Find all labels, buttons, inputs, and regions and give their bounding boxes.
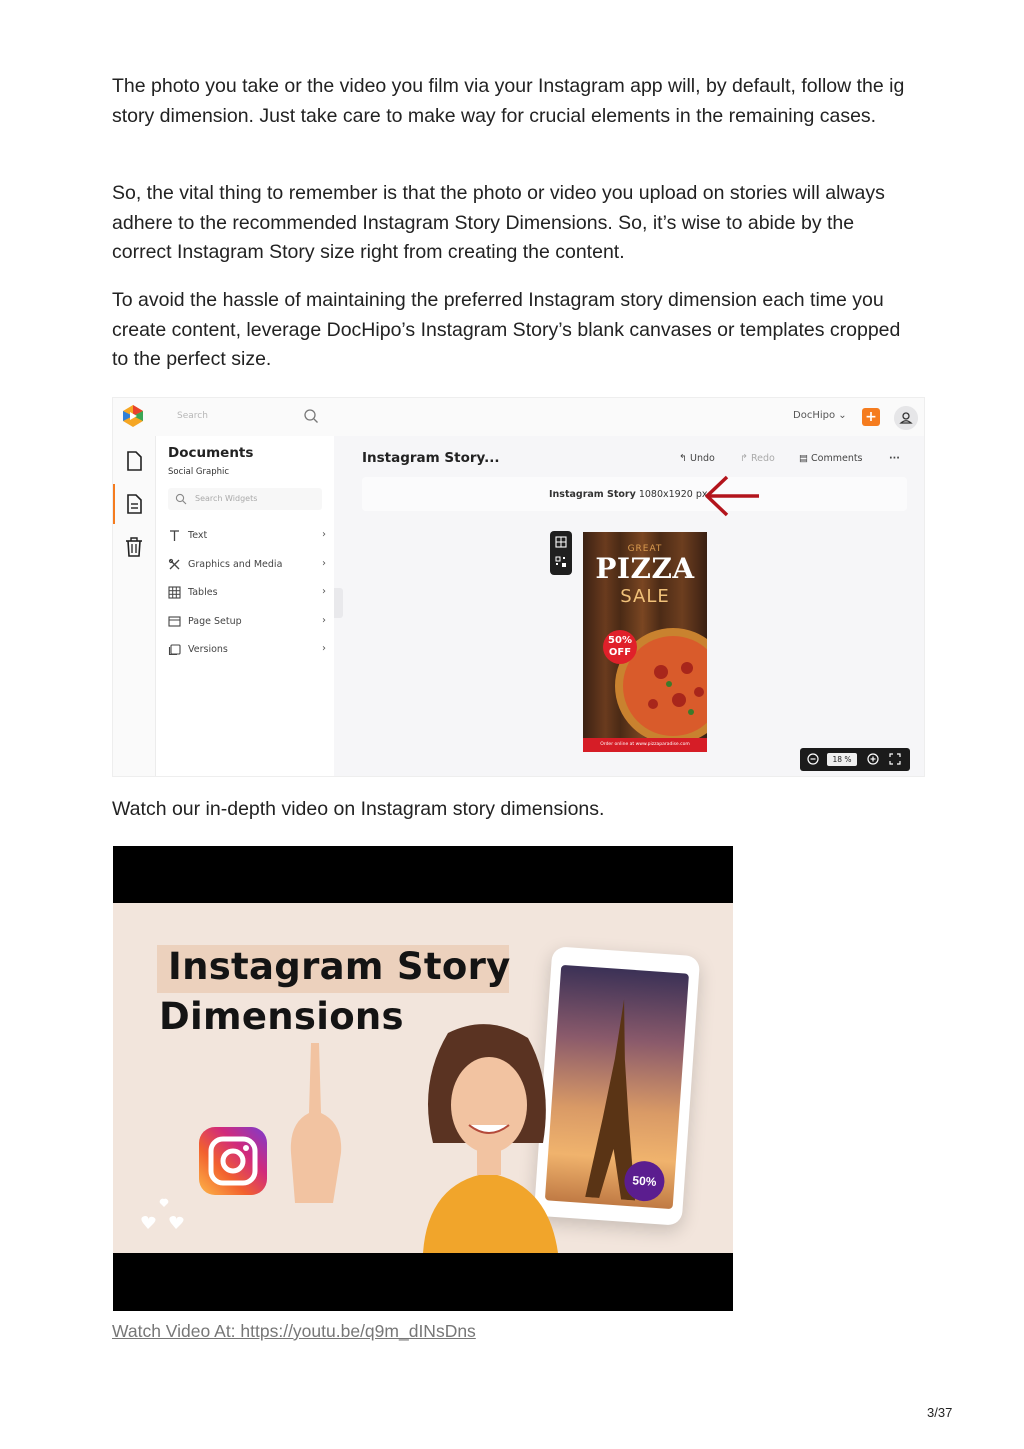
widget-search-input[interactable]: [168, 488, 322, 510]
poster-subheadline: SALE: [620, 586, 670, 607]
widgets-panel: [156, 436, 334, 776]
poster-headline: PIZZA: [595, 552, 695, 585]
undo-label: Undo: [690, 453, 715, 464]
menu-item-label: Text: [188, 530, 208, 541]
phone-discount-badge: 50%: [623, 1160, 666, 1203]
paragraph-default-dimension: The photo you take or the video you film via your Instagram app will, by default, follow the ig story dimension. Just take care to make way for crucial elements in the remaining cases.: [112, 75, 905, 127]
chevron-down-icon: ⌄: [838, 410, 847, 421]
menu-item-tables[interactable]: [168, 584, 326, 602]
menu-item-versions[interactable]: [168, 641, 326, 659]
panel-title: Documents: [168, 445, 254, 461]
zoom-control: [800, 748, 910, 771]
search-icon[interactable]: [303, 408, 319, 424]
video-thumbnail[interactable]: [113, 846, 733, 1311]
table-icon: [168, 586, 181, 599]
page-number: 3/37: [927, 1405, 953, 1420]
pointing-hand-image: [283, 1043, 353, 1203]
discount-badge-off: OFF: [608, 647, 632, 658]
widget-search-placeholder: Search Widgets: [195, 494, 258, 503]
account-menu[interactable]: [793, 410, 847, 421]
menu-item-label: Page Setup: [188, 616, 242, 627]
versions-icon: [168, 643, 181, 656]
chevron-right-icon: ›: [322, 529, 326, 540]
user-avatar-icon[interactable]: [894, 406, 918, 430]
fullscreen-icon[interactable]: [888, 752, 902, 766]
redo-icon: ↱: [740, 453, 748, 464]
zoom-in-icon[interactable]: [866, 752, 880, 766]
app-search-input[interactable]: Search: [177, 411, 208, 421]
undo-button[interactable]: [679, 453, 715, 464]
rail-active-indicator: [113, 484, 115, 524]
video-title-line1: Instagram Story: [168, 945, 511, 988]
document-icon[interactable]: [123, 450, 145, 472]
comment-icon: ▤: [799, 453, 808, 464]
trash-icon[interactable]: [123, 536, 145, 558]
document-title[interactable]: Instagram Story...: [362, 450, 500, 466]
graphics-icon: [168, 558, 181, 571]
chevron-right-icon: ›: [322, 643, 326, 654]
discount-badge: [603, 630, 637, 664]
paragraph-dochipo-templates: To avoid the hassle of maintaining the preferred Instagram story dimension each time you create content, leverage DocHipo’s Instagram Story’s blank canvases or templates cropped to the perfect size.: [112, 289, 901, 370]
menu-item-label: Graphics and Media: [188, 559, 283, 570]
chevron-right-icon: ›: [322, 586, 326, 597]
floating-toolbar: [550, 531, 572, 575]
chevron-right-icon: ›: [322, 558, 326, 569]
canvas-size-label: [549, 489, 707, 500]
more-options-button[interactable]: ···: [889, 453, 900, 464]
menu-item-text[interactable]: [168, 527, 326, 545]
video-link[interactable]: Watch Video At: https://youtu.be/q9m_dINsDns: [112, 1321, 476, 1341]
grid-icon[interactable]: [555, 536, 567, 548]
dochipo-logo-icon: [121, 404, 145, 428]
undo-icon: ↰: [679, 453, 687, 464]
video-frame: [113, 903, 733, 1253]
woman-pointing-image: [403, 1023, 573, 1253]
redo-button[interactable]: [740, 453, 775, 464]
instagram-logo-icon: [199, 1127, 267, 1195]
poster-footer: Order online at www.pizzaparadise.com: [583, 738, 707, 752]
panel-subtitle: Social Graphic: [168, 467, 230, 477]
account-label: DocHipo: [793, 410, 836, 421]
dochipo-editor-screenshot: [112, 397, 925, 777]
search-icon: [175, 493, 187, 505]
left-rail: [113, 436, 156, 776]
text-icon: [168, 529, 181, 542]
pizza-sale-poster[interactable]: [583, 532, 707, 752]
poster-kicker: GREAT: [627, 544, 663, 554]
document-lines-icon[interactable]: [123, 493, 145, 515]
menu-item-page-setup[interactable]: [168, 613, 326, 631]
zoom-level[interactable]: 18 %: [827, 753, 857, 766]
video-title-line2: Dimensions: [159, 995, 404, 1038]
comments-label: Comments: [811, 453, 863, 464]
paragraph-upload-adherence: So, the vital thing to remember is that the photo or video you upload on stories will always adhere to the recommended Instagram Story Dimensions. So, it’s wise to abide by the correct Instagram Story size right from creating the content.: [112, 182, 885, 263]
video-intro: Watch our in-depth video on Instagram story dimensions.: [112, 798, 605, 820]
qr-code-icon[interactable]: [555, 556, 567, 568]
menu-item-label: Versions: [188, 644, 228, 655]
page-setup-icon: [168, 615, 181, 628]
canvas-size-value: 1080x1920 px: [638, 489, 708, 500]
canvas-size-name: Instagram Story: [549, 489, 636, 500]
redo-label: Redo: [751, 453, 775, 464]
discount-badge-value: 50%: [608, 635, 632, 646]
hearts-decoration-icon: [133, 1193, 193, 1243]
add-button[interactable]: +: [862, 408, 880, 426]
zoom-out-icon[interactable]: [806, 752, 820, 766]
chevron-right-icon: ›: [322, 615, 326, 626]
red-arrow-annotation-icon: [703, 474, 761, 518]
comments-button[interactable]: [799, 453, 863, 464]
menu-item-graphics-and-media[interactable]: [168, 556, 326, 574]
menu-item-label: Tables: [188, 587, 218, 598]
panel-collapse-handle[interactable]: [334, 588, 343, 618]
